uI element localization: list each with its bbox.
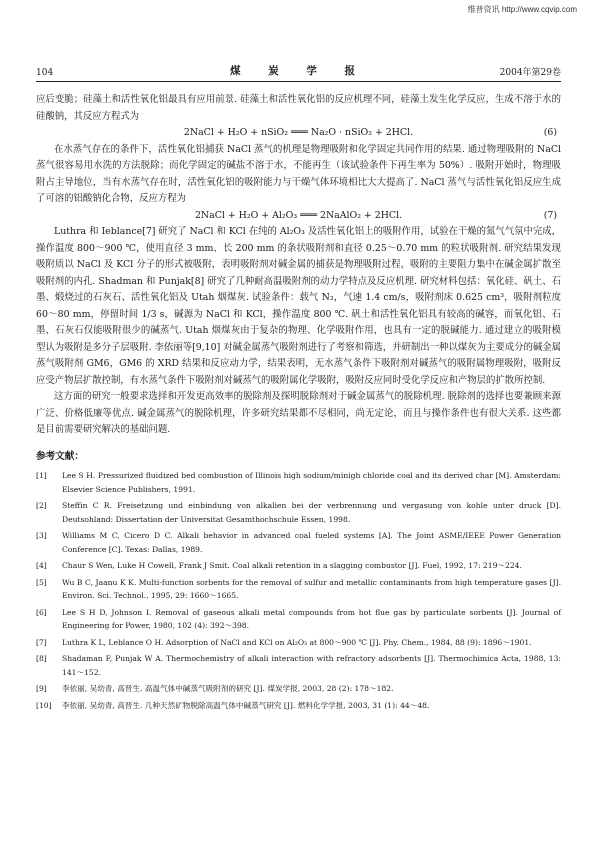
reference-number: [4] xyxy=(36,561,47,570)
reference-item xyxy=(36,699,561,713)
journal-title: 煤 炭 学 报 xyxy=(230,65,367,77)
reference-text: Williams M C, Cicero D C. Alkali behavior in advanced coal fueled systems [A]. The Joint ASME/IEEE Power Generation Conference [C]. Texas: Dallas, 1989. xyxy=(62,531,561,554)
reference-number: [8] xyxy=(36,654,47,663)
references-heading: 参考文献： xyxy=(36,450,84,462)
equation-7 xyxy=(36,208,561,225)
equation-formula: 2NaCl + H₂O + Al₂O₃ ═══ 2NaAlO₂ + 2HCl. xyxy=(194,209,403,221)
reference-number: [1] xyxy=(36,471,47,480)
reference-item xyxy=(36,499,561,526)
page-number: 104 xyxy=(36,68,54,78)
paragraph-alumina-mechanism: 在水蒸气存在的条件下，活性氧化铝捕获 NaCl 蒸气的机理是物理吸附和化学固定共同作用的结果. 通过物理吸附的 NaCl 蒸气很容易用水洗的方法脱除；而化学固定的碱盐不溶于水，不能再生（该试验条件下再生率为 50%）. 吸附开始时，物理吸附占主导地位，当有水蒸气存在时，活性氧化铝的吸附能力与干燥气体环境相比大大提高了. NaCl 蒸气与活性氧化铝反应生成了可溶的铝酸钠化合物，反应方程为 xyxy=(36,143,561,204)
equation-number: (6) xyxy=(543,127,557,138)
reference-item xyxy=(36,469,561,496)
reference-text: Steffin C R. Freisetzung und einbindung von alkalien bei der verbrennung und vergasung von kohle unter druck [D]. Deutsohland: Dissertation der Universitat Gesamthochschule Essen, 1998. xyxy=(62,501,561,524)
reference-list xyxy=(36,469,561,712)
reference-text: Lee S H D, Johnson I. Removal of gaseous alkali metal compounds from hot flue gas by particulate sorbents [J]. Journal of Engineering for Power, 1980, 102 (4): 392～398. xyxy=(62,607,561,630)
reference-text: Luthra K L, Leblance O H. Adsorption of NaCl and KCl on Al₂O₃ at 800～900 ℃ [J]. Phy. Chem., 1984, 88 (9): 1896～1901. xyxy=(62,637,532,647)
reference-text: Shadaman F, Punjak W A. Thermochemistry of alkali interaction with refractory adsorbents [J]. Thermochimica Acta, 1988, 13: 141～152. xyxy=(62,654,561,677)
reference-item xyxy=(36,636,561,650)
reference-item xyxy=(36,559,561,573)
equation-6 xyxy=(36,125,561,142)
paragraph-literature-review: Luthra 和 Ieblance[7] 研究了 NaCl 和 KCl 在纯的 Al₂O₃ 及活性氧化铝上的吸附作用，试验在干燥的氮气气氛中完成，操作温度 800～900 ℃，使用直径 3 mm、长 200 mm 的条状吸附剂和直径 0.25～0.70 mm 的粒状吸附剂. 研究结果发现吸附质以 NaCl 及 KCl 分子的形式被吸附，表明吸附剂对碱金属的捕获是物理吸附过程，吸附的主要阻力集中在碱金属扩散至吸附剂的内孔. Shadman 和 Punjak[8] 研究了几种耐高温吸附剂的动力学特点及反应机理. 研究材料包括：氧化硅、矾土、石墨、煅烧过的石灰石、活性氧化铝及 Utah 烟煤灰. 试验条件：载气 N₂，气速 1.4 cm/s，吸附剂床 0.625 cm³，吸附剂粒度 60～80 mm，停留时间 1/3 s，碱源为 NaCl 和 KCl，操作温度 800 ℃. 矾土和活性氧化铝具有较高的碱容，而氧化铝、石墨、石灰石仅能吸附很少的碱蒸气. Utah 烟煤灰由于复杂的物理、化学吸附作用，也具有一定的脱碱能力. 通过建立的吸附模型认为吸附是多分子层吸附. 李依丽等[9,10] 对碱金属蒸气吸附剂进行了考察和筛选，并研制出一种以煤灰为主要成分的碱金属蒸气吸附剂 GM6，GM6 的 XRD 结果和反应动力学，结果表明，无水蒸气条件下吸附剂对碱蒸气的吸附属物理吸附，吸附反应受产物层扩散控制，有水蒸气条件下吸附剂对碱蒸气的吸附属化学吸附，吸附反应同时受化学反应和产物层的扩散所控制. xyxy=(36,226,561,386)
running-header xyxy=(36,64,561,78)
reference-item xyxy=(36,529,561,556)
issue-info: 2004年第29卷 xyxy=(499,68,561,78)
reference-text: Wu B C, Jaanu K K. Multi-function sorbents for the removal of sulfur and metallic contaminants from high temperature gases [J]. Environ. Sci. Technol., 1995, 29: 1660～1665. xyxy=(62,577,561,600)
equation-number: (7) xyxy=(543,209,557,221)
paragraph-continuation: 应后变脆；硅藻土和活性氧化铝最具有应用前景. 硅藻土和活性氧化铝的反应机理不同，硅藻土发生化学反应，生成不溶于水的硅酸钠，其反应方程式为 xyxy=(36,94,561,122)
reference-number: [7] xyxy=(36,637,47,647)
equation-formula: 2NaCl + H₂O + nSiO₂ ═══ Na₂O · nSiO₂ + 2HCl. xyxy=(183,127,414,138)
article-body xyxy=(36,92,561,715)
paragraph-conclusion: 这方面的研究一般要求选择和开发更高效率的脱除剂及探明脱除剂对于碱金属蒸气的脱除机理. 脱除剂的选择也要兼顾来源广泛、价格低廉等优点. 碱金属蒸气的脱除机理，许多研究结果都不尽相同，尚无定论，而且与操作条件也有很大关系. 这些都是目前需要研究解决的基础问题. xyxy=(36,391,561,435)
reference-number: [2] xyxy=(36,501,47,510)
reference-number: [9] xyxy=(36,684,47,693)
reference-text: Lee S H. Pressurized fluidized bed combustion of Illinois high sodium/minigh chloride coal and its derived char [M]. Amsterdam: Elsevier Science Publishers, 1991. xyxy=(62,471,561,494)
reference-number: [6] xyxy=(36,607,47,617)
reference-number: [10] xyxy=(36,700,52,710)
reference-number: [3] xyxy=(36,531,47,540)
watermark-text: 维普资讯 http://www.cqvip.com xyxy=(467,5,577,14)
reference-item xyxy=(36,576,561,603)
reference-item xyxy=(36,606,561,633)
reference-text: 李依丽, 吴幼青, 高晋生. 几种天然矿物脱除高温气体中碱蒸气研究 [J]. 燃料化学学报, 2003, 31 (1): 44～48. xyxy=(62,700,430,710)
reference-item xyxy=(36,652,561,679)
header-rule xyxy=(36,81,561,82)
reference-number: [5] xyxy=(36,577,47,587)
reference-text: Chaur S Wen, Luke H Cowell, Frank J Smit. Coal alkali retention in a slagging combustor [J]. Fuel, 1992, 17: 219～224. xyxy=(62,561,522,570)
reference-item xyxy=(36,682,561,696)
reference-text: 李依丽, 吴幼青, 高晋生. 高温气体中碱蒸气吸附剂的研究 [J]. 煤炭学报, 2003, 28 (2): 178～182. xyxy=(62,684,394,693)
